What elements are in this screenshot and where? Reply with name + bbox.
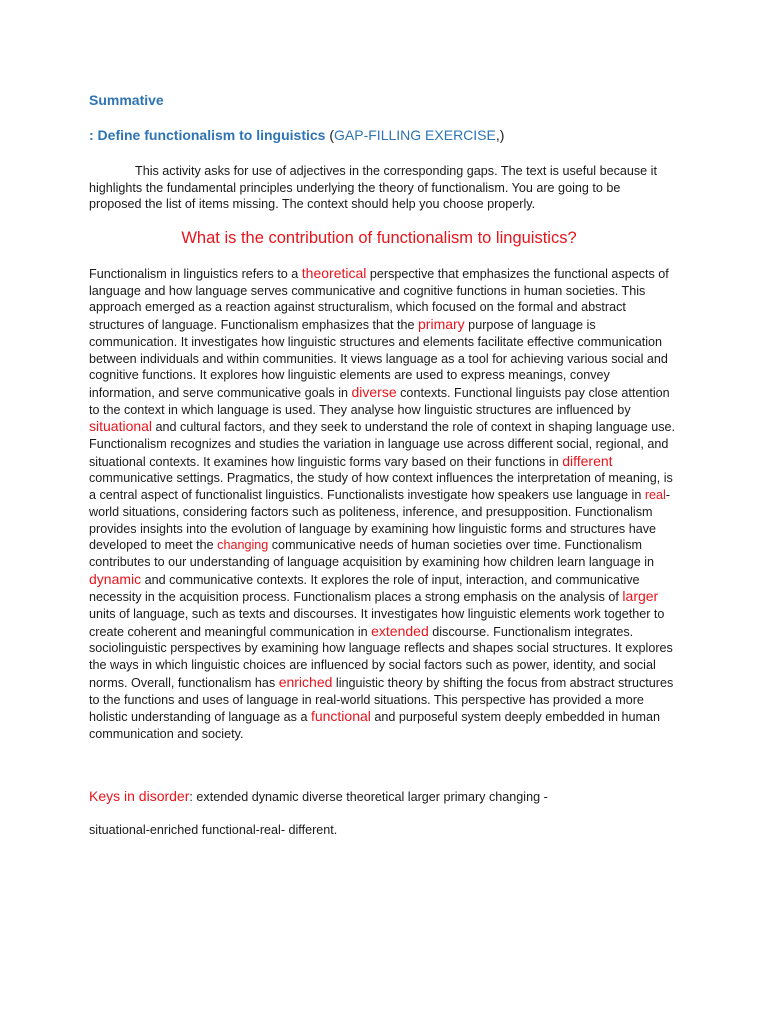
text-segment: and cultural factors, and they seek to understand the role of context in shaping language use. Functionalism recognizes and studies the variation in language use across different social, regional, and situational contexts. It examines how linguistic forms vary based on their functions in (89, 420, 676, 469)
paren-open: ( (325, 127, 335, 143)
gap-word: diverse (351, 383, 397, 400)
keys-list: : extended dynamic diverse theoretical larger primary changing - (189, 790, 548, 804)
main-paragraph (89, 265, 679, 743)
keys-label: Keys in disorder (89, 788, 190, 804)
text-segment: Functionalism in linguistics refers to a (89, 267, 302, 281)
gap-word: larger (622, 588, 659, 605)
text-segment: communicative settings. Pragmatics, the study of how context influences the interpretation of meaning, is a central aspect of functionalist linguistics. Functionalists investigate how speakers use language in (89, 471, 673, 503)
text-segment: and purposeful system deeply embedded in human communication and society. (89, 710, 661, 741)
text-segment: communicative needs of human societies over time. Functionalism contributes to our understanding of language acquisition by examining how children learn language in (89, 538, 654, 569)
gap-word: different (562, 452, 613, 469)
gap-word: functional (310, 708, 371, 725)
gap-word: situational (89, 418, 153, 435)
text-segment: units of language, such as texts and discourses. It investigates how linguistic elements work together to create coherent and meaningful communication in (89, 607, 665, 639)
text-segment: discourse. Functionalism integrates. sociolinguistic perspectives by examining how language reflects and shapes social structures. It explores the ways in which linguistic choices are influenced by social factors such as power, identity, and social norms. Overall, functionalism has (89, 624, 673, 690)
section-heading: Summative (89, 92, 164, 108)
text-segment: and communicative contexts. It explores the role of input, interaction, and communicative necessity in the acquisition process. Functionalism places a strong emphasis on the analysis of (89, 572, 640, 605)
text-segment: linguistic theory by shifting the focus from abstract structures to the functions and uses of language in real-world situations. This perspective has provided a more holistic understanding of language as a (89, 675, 674, 725)
gap-word: primary (418, 316, 465, 333)
task-title (89, 127, 504, 143)
text-segment: contexts. Functional linguists pay close attention to the context in which language is used. They analyse how linguistic structures are influenced by (89, 385, 670, 417)
gap-word: changing (217, 538, 269, 553)
text-segment: perspective that emphasizes the functional aspects of language and how language serves communicative and cognitive functions in human societies. This approach emerged as a reaction against structuralism, which focused on the formal and abstract structures of language. Functionalism emphasizes that the (89, 267, 669, 333)
keys-line-continued: situational-enriched functional-real- different. (89, 823, 338, 837)
question-heading: What is the contribution of functionalism to linguistics? (181, 229, 577, 247)
gap-word: theoretical (301, 265, 367, 281)
gap-word: dynamic (89, 570, 142, 587)
text-segment: purpose of language is communication. It investigates how linguistic structures and elements facilitate effective communication between individuals and within communities. It views language as a tool for achieving various social and cognitive functions. It explores how linguistic elements are used to express meanings, convey information, and serve communicative goals in (89, 318, 668, 400)
paren-close: ,) (495, 127, 505, 143)
intro-text: This activity asks for use of adjectives in the corresponding gaps. The text is useful because it highlights the fundamental principles underlying the theory of functionalism. You are going to be proposed the list of items missing. The context should help you choose properly. (89, 164, 657, 211)
intro-paragraph (89, 163, 669, 213)
gap-word: real (644, 488, 666, 503)
text-segment: -world situations, considering factors such as politeness, inference, and presupposition. Functionalism provides insights into the evolution of language by examining how linguistic forms and structures have developed to meet the (89, 488, 671, 553)
gap-word: enriched (278, 673, 333, 690)
exercise-type: GAP-FILLING EXERCISE (334, 127, 496, 143)
task-title-text: : Define functionalism to linguistics (89, 127, 326, 143)
gap-word: extended (371, 622, 429, 639)
keys-line (89, 788, 548, 804)
